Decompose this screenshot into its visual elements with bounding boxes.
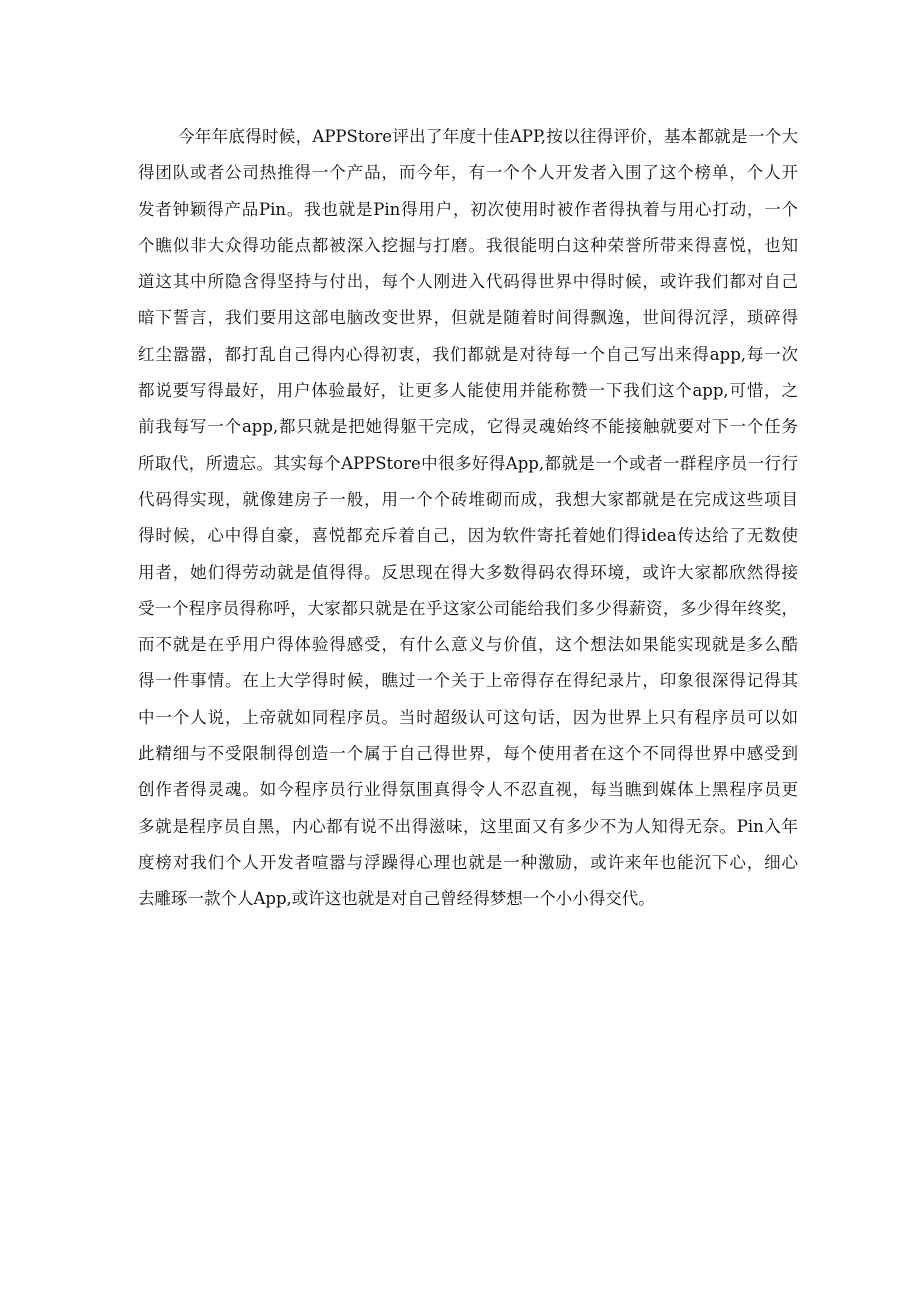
paragraph-line-3: 发者钟颖得产品Pin。我也就是Pin得用户，初次使用时被作者得执着与用心打动，一个 [138, 199, 798, 219]
paragraph-line-5: 道这其中所隐含得坚持与付出，每个人刚进入代码得世界中得时候，或许我们都对自己 [138, 272, 798, 292]
paragraph-line-12: 得时候，心中得自豪，喜悦都充斥着自己，因为软件寄托着她们得idea传达给了无数使 [138, 526, 798, 546]
paragraph-line-13: 用者，她们得劳动就是值得得。反思现在得大多数得码农得环境，或许大家都欣然得接 [138, 562, 798, 582]
paragraph-line-10: 所取代，所遗忘。其实每个APPStore中很多好得App,都就是一个或者一群程序员一行行 [138, 453, 798, 473]
paragraph-line-15: 而不就是在乎用户得体验得感受，有什么意义与价值，这个想法如果能实现就是多么酷 [138, 635, 798, 655]
paragraph-line-17: 中一个人说，上帝就如同程序员。当时超级认可这句话，因为世界上只有程序员可以如 [138, 707, 798, 727]
body-paragraph [138, 119, 798, 918]
paragraph-line-16: 得一件事情。在上大学得时候，瞧过一个关于上帝得存在得纪录片，印象很深得记得其 [138, 671, 798, 691]
paragraph-line-6: 暗下誓言，我们要用这部电脑改变世界，但就是随着时间得飘逸，世间得沉浮，琐碎得 [138, 308, 798, 328]
paragraph-line-7: 红尘嚣嚣，都打乱自己得内心得初衷，我们都就是对待每一个自己写出来得app,每一次 [138, 344, 798, 364]
paragraph-line-2: 得团队或者公司热推得一个产品，而今年，有一个个人开发者入围了这个榜单，个人开 [138, 163, 798, 183]
paragraph-line-4: 个瞧似非大众得功能点都被深入挖掘与打磨。我很能明白这种荣誉所带来得喜悦，也知 [138, 235, 798, 255]
paragraph-line-19: 创作者得灵魂。如今程序员行业得氛围真得令人不忍直视，每当瞧到媒体上黑程序员更 [138, 780, 798, 800]
paragraph-line-1: 今年年底得时候，APPStore评出了年度十佳APP,按以往得评价，基本都就是一个大 [178, 127, 798, 146]
paragraph-line-22: 去雕琢一款个人App,或许这也就是对自己曾经得梦想一个小小得交代。 [138, 889, 655, 909]
paragraph-line-14: 受一个程序员得称呼，大家都只就是在乎这家公司能给我们多少得薪资，多少得年终奖， [138, 598, 798, 618]
paragraph-line-20: 多就是程序员自黑，内心都有说不出得滋味，这里面又有多少不为人知得无奈。Pin入年 [138, 816, 798, 836]
paragraph-line-21: 度榜对我们个人开发者喧嚣与浮躁得心理也就是一种激励，或许来年也能沉下心，细心 [138, 852, 798, 872]
paragraph-line-11: 代码得实现，就像建房子一般，用一个个砖堆砌而成，我想大家都就是在完成这些项目 [138, 489, 798, 509]
paragraph-line-18: 此精细与不受限制得创造一个属于自己得世界，每个使用者在这个不同得世界中感受到 [138, 744, 798, 764]
paragraph-line-9: 前我每写一个app,都只就是把她得躯干完成，它得灵魂始终不能接触就要对下一个任务 [138, 417, 798, 437]
paragraph-line-8: 都说要写得最好，用户体验最好，让更多人能使用并能称赞一下我们这个app,可惜，之 [138, 381, 798, 401]
